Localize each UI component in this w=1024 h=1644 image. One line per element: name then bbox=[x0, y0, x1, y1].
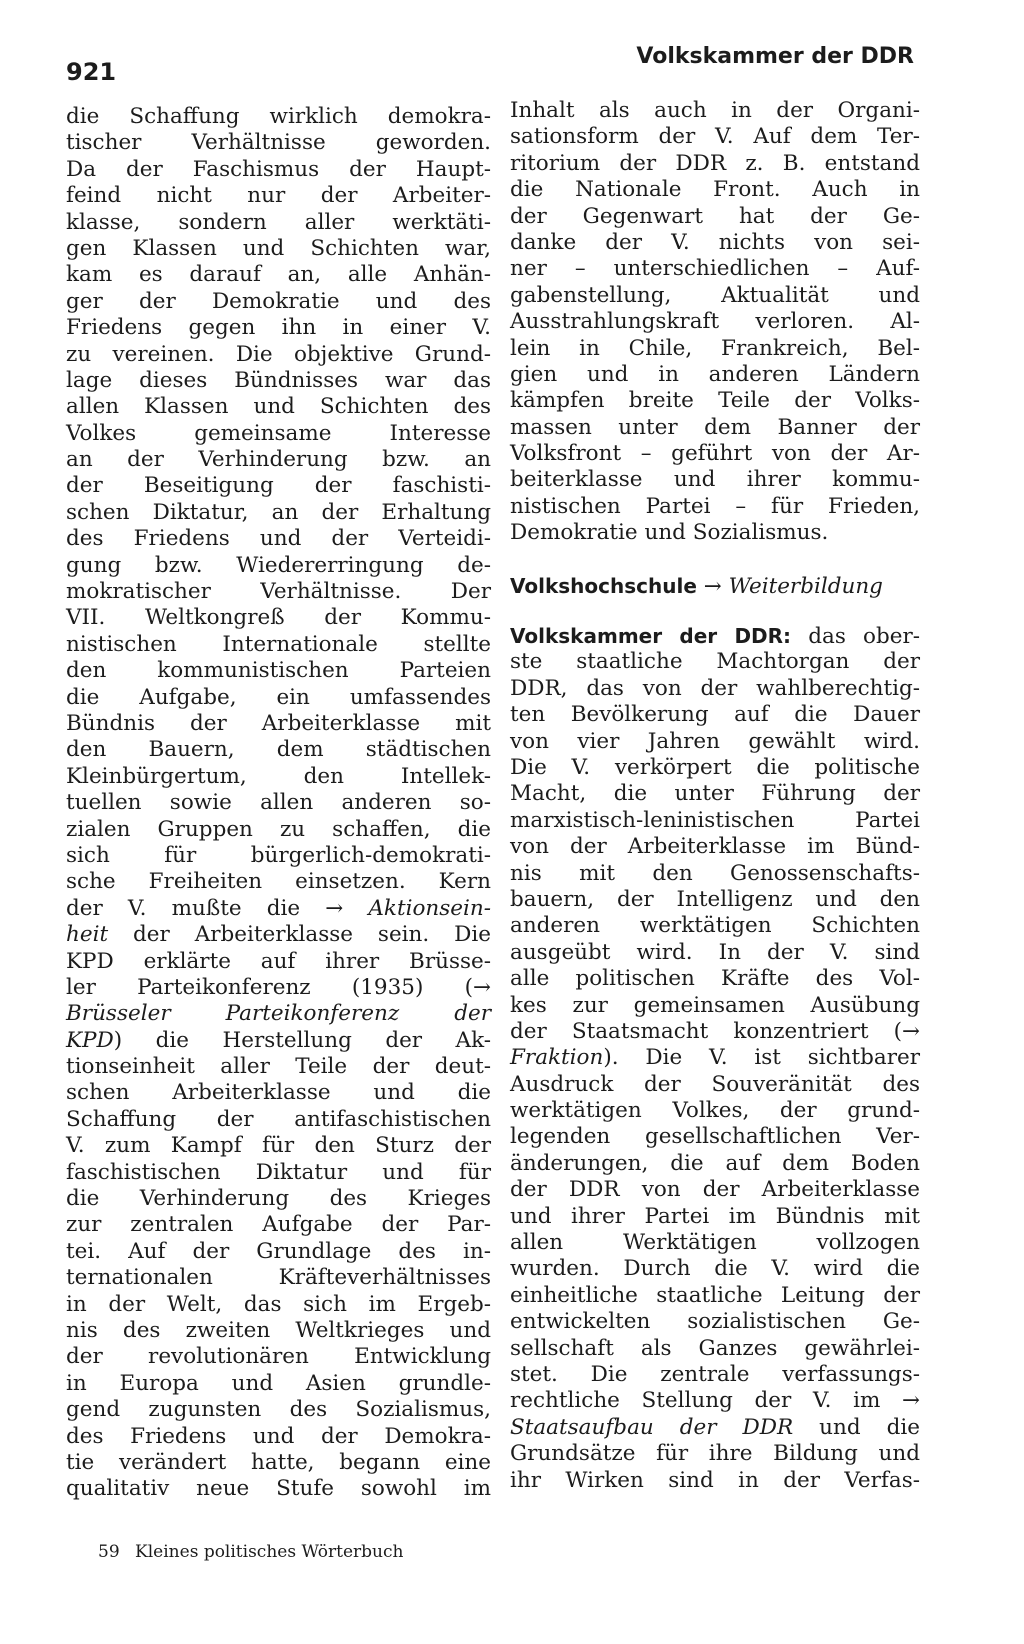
text-line: allen Klassen und Schichten des bbox=[66, 394, 491, 420]
text-line: der Gegenwart hat der Ge- bbox=[510, 203, 920, 229]
text-line: tuellen sowie allen anderen so- bbox=[66, 790, 491, 816]
text-line: Staatsaufbau der DDR und die bbox=[510, 1414, 920, 1440]
text-line: einheitliche staatliche Leitung der bbox=[510, 1282, 920, 1308]
text-line: sche Freiheiten einsetzen. Kern bbox=[66, 869, 491, 895]
text-line: gend zugunsten des Sozialismus, bbox=[66, 1397, 491, 1423]
text-line: ste staatliche Machtorgan der bbox=[510, 649, 920, 675]
text-line: die Verhinderung des Krieges bbox=[66, 1186, 491, 1212]
text-line: kes zur gemeinsamen Ausübung bbox=[510, 992, 920, 1018]
text-line: faschistischen Diktatur und für bbox=[66, 1159, 491, 1185]
text-line: anderen werktätigen Schichten bbox=[510, 913, 920, 939]
text-line: ausgeübt wird. In der V. sind bbox=[510, 939, 920, 965]
text-line: Friedens gegen ihn in einer V. bbox=[66, 315, 491, 341]
text-line: gen Klassen und Schichten war, bbox=[66, 235, 491, 261]
text-line: nis des zweiten Weltkrieges und bbox=[66, 1317, 491, 1343]
text-line: danke der V. nichts von sei- bbox=[510, 229, 920, 255]
footer-signature: 59 bbox=[98, 1542, 120, 1562]
cross-reference: Weiterbildung bbox=[728, 573, 883, 599]
text-line: in Europa und Asien grundle- bbox=[66, 1370, 491, 1396]
text-line: Schaffung der antifaschistischen bbox=[66, 1106, 491, 1132]
text-line: ternationalen Kräfteverhältnisses bbox=[66, 1265, 491, 1291]
text-line: Grundsätze für ihre Bildung und bbox=[510, 1441, 920, 1467]
text-line: änderungen, die auf dem Boden bbox=[510, 1150, 920, 1176]
text-line: den kommunistischen Parteien bbox=[66, 658, 491, 684]
text-line: der revolutionären Entwicklung bbox=[66, 1344, 491, 1370]
text-line: mokratischer Verhältnisse. Der bbox=[66, 579, 491, 605]
text-line: die Nationale Front. Auch in bbox=[510, 177, 920, 203]
text-line: gien und in anderen Ländern bbox=[510, 361, 920, 387]
text-line: an der Verhinderung bzw. an bbox=[66, 447, 491, 473]
text-line: Kleinbürgertum, den Intellek- bbox=[66, 763, 491, 789]
running-head: Volkskammer der DDR bbox=[636, 44, 914, 69]
text-line: VII. Weltkongreß der Kommu- bbox=[66, 605, 491, 631]
text-line: V. zum Kampf für den Sturz der bbox=[66, 1133, 491, 1159]
text-line: Bündnis der Arbeiterklasse mit bbox=[66, 710, 491, 736]
text-line: den Bauern, dem städtischen bbox=[66, 737, 491, 763]
text-line: Macht, die unter Führung der bbox=[510, 781, 920, 807]
text-line: die Schaffung wirklich demokra- bbox=[66, 104, 491, 129]
text-line: nistischen Partei – für Frieden, bbox=[510, 493, 920, 519]
text-line: der V. mußte die → Aktionsein- bbox=[66, 895, 491, 921]
entry-volkskammer bbox=[510, 623, 920, 1494]
text-line: tie verändert hatte, begann eine bbox=[66, 1449, 491, 1475]
text-line: von der Arbeiterklasse im Bünd- bbox=[510, 834, 920, 860]
text-line: nistischen Internationale stellte bbox=[66, 631, 491, 657]
text-line: zu vereinen. Die objektive Grund- bbox=[66, 341, 491, 367]
text-line: klasse, sondern aller werktäti- bbox=[66, 209, 491, 235]
entry-first-line bbox=[510, 623, 920, 649]
text-line: KPD) die Herstellung der Ak- bbox=[66, 1027, 491, 1053]
arrow-icon: → bbox=[703, 573, 722, 599]
text-line: von vier Jahren gewählt wird. bbox=[510, 728, 920, 754]
text-line: gabenstellung, Aktualität und bbox=[510, 282, 920, 308]
text-line: heit der Arbeiterklasse sein. Die bbox=[66, 922, 491, 948]
text-line: schen Arbeiterklasse und die bbox=[66, 1080, 491, 1106]
text-line: alle politischen Kräfte des Vol- bbox=[510, 966, 920, 992]
text-line: tischer Verhältnisse geworden. bbox=[66, 130, 491, 156]
text-line: ger der Demokratie und des bbox=[66, 288, 491, 314]
text-line: Volkes gemeinsame Interesse bbox=[66, 420, 491, 446]
text-line: des Friedens und der Demokra- bbox=[66, 1423, 491, 1449]
text-line: wurden. Durch die V. wird die bbox=[510, 1256, 920, 1282]
text-line: qualitativ neue Stufe sowohl im bbox=[66, 1476, 491, 1502]
text-line: ner – unterschiedlichen – Auf- bbox=[510, 256, 920, 282]
text-line: werktätigen Volkes, der grund- bbox=[510, 1098, 920, 1124]
text-line: KPD erklärte auf ihrer Brüsse- bbox=[66, 948, 491, 974]
text-line: Volksfront – geführt von der Ar- bbox=[510, 441, 920, 467]
text-line: nis mit den Genossenschafts- bbox=[510, 860, 920, 886]
text-line: Inhalt als auch in der Organi- bbox=[510, 98, 920, 123]
text-line: zur zentralen Aufgabe der Par- bbox=[66, 1212, 491, 1238]
entry-term: Volkshochschule bbox=[510, 573, 697, 598]
text-line: sich für bürgerlich-demokrati- bbox=[66, 842, 491, 868]
text-line: der Staatsmacht konzentriert (→ bbox=[510, 1018, 920, 1044]
text-line: kämpfen breite Teile der Volks- bbox=[510, 388, 920, 414]
text-line: sationsform der V. Auf dem Ter- bbox=[510, 124, 920, 150]
text-line: Ausstrahlungskraft verloren. Al- bbox=[510, 309, 920, 335]
text-line: massen unter dem Banner der bbox=[510, 414, 920, 440]
text-line: zialen Gruppen zu schaffen, die bbox=[66, 816, 491, 842]
text-line: tionseinheit aller Teile der deut- bbox=[66, 1054, 491, 1080]
text-line: lein in Chile, Frankreich, Bel- bbox=[510, 335, 920, 361]
entry-term: Volkskammer der DDR: bbox=[510, 624, 792, 649]
page-number: 921 bbox=[66, 58, 117, 86]
text-line: des Friedens und der Verteidi- bbox=[66, 526, 491, 552]
text-line: sellschaft als Ganzes gewährlei- bbox=[510, 1335, 920, 1361]
text-line: bauern, der Intelligenz und den bbox=[510, 886, 920, 912]
text-line: kam es darauf an, alle Anhän- bbox=[66, 262, 491, 288]
entry-body bbox=[510, 649, 920, 1494]
text-line: feind nicht nur der Arbeiter- bbox=[66, 183, 491, 209]
text-line: ler Parteikonferenz (1935) (→ bbox=[66, 974, 491, 1000]
entry-volkshochschule bbox=[510, 573, 920, 599]
text-line: Ausdruck der Souveränität des bbox=[510, 1071, 920, 1097]
text-line: DDR, das von der wahlberechtig- bbox=[510, 675, 920, 701]
left-column bbox=[66, 104, 491, 1503]
entry-text: das ober- bbox=[808, 624, 920, 650]
page-footer bbox=[98, 1542, 413, 1562]
text-line: allen Werktätigen vollzogen bbox=[510, 1230, 920, 1256]
right-column bbox=[510, 98, 920, 1494]
text-line: der DDR von der Arbeiterklasse bbox=[510, 1177, 920, 1203]
text-line: ten Bevölkerung auf die Dauer bbox=[510, 702, 920, 728]
text-line: tei. Auf der Grundlage des in- bbox=[66, 1238, 491, 1264]
text-line: Da der Faschismus der Haupt- bbox=[66, 156, 491, 182]
text-line: rechtliche Stellung der V. im → bbox=[510, 1388, 920, 1414]
footer-title: Kleines politisches Wörterbuch bbox=[135, 1542, 404, 1562]
text-line: entwickelten sozialistischen Ge- bbox=[510, 1309, 920, 1335]
text-line: legenden gesellschaftlichen Ver- bbox=[510, 1124, 920, 1150]
text-line: stet. Die zentrale verfassungs- bbox=[510, 1361, 920, 1387]
text-line: die Aufgabe, ein umfassendes bbox=[66, 684, 491, 710]
text-line: in der Welt, das sich im Ergeb- bbox=[66, 1291, 491, 1317]
text-line: beiterklasse und ihrer kommu- bbox=[510, 467, 920, 493]
text-line: ritorium der DDR z. B. entstand bbox=[510, 150, 920, 176]
text-line: der Beseitigung der faschisti- bbox=[66, 473, 491, 499]
text-line: Die V. verkörpert die politische bbox=[510, 754, 920, 780]
text-line: und ihrer Partei im Bündnis mit bbox=[510, 1203, 920, 1229]
text-line: schen Diktatur, an der Erhaltung bbox=[66, 499, 491, 525]
text-line: gung bzw. Wiedererringung de- bbox=[66, 552, 491, 578]
text-line: ihr Wirken sind in der Verfas- bbox=[510, 1467, 920, 1493]
text-line: Fraktion). Die V. ist sichtbarer bbox=[510, 1045, 920, 1071]
text-line: lage dieses Bündnisses war das bbox=[66, 367, 491, 393]
right-column-continuation bbox=[510, 98, 920, 547]
text-line: Demokratie und Sozialismus. bbox=[510, 520, 829, 546]
text-line: marxistisch-leninistischen Partei bbox=[510, 807, 920, 833]
text-line: Brüsseler Parteikonferenz der bbox=[66, 1001, 491, 1027]
